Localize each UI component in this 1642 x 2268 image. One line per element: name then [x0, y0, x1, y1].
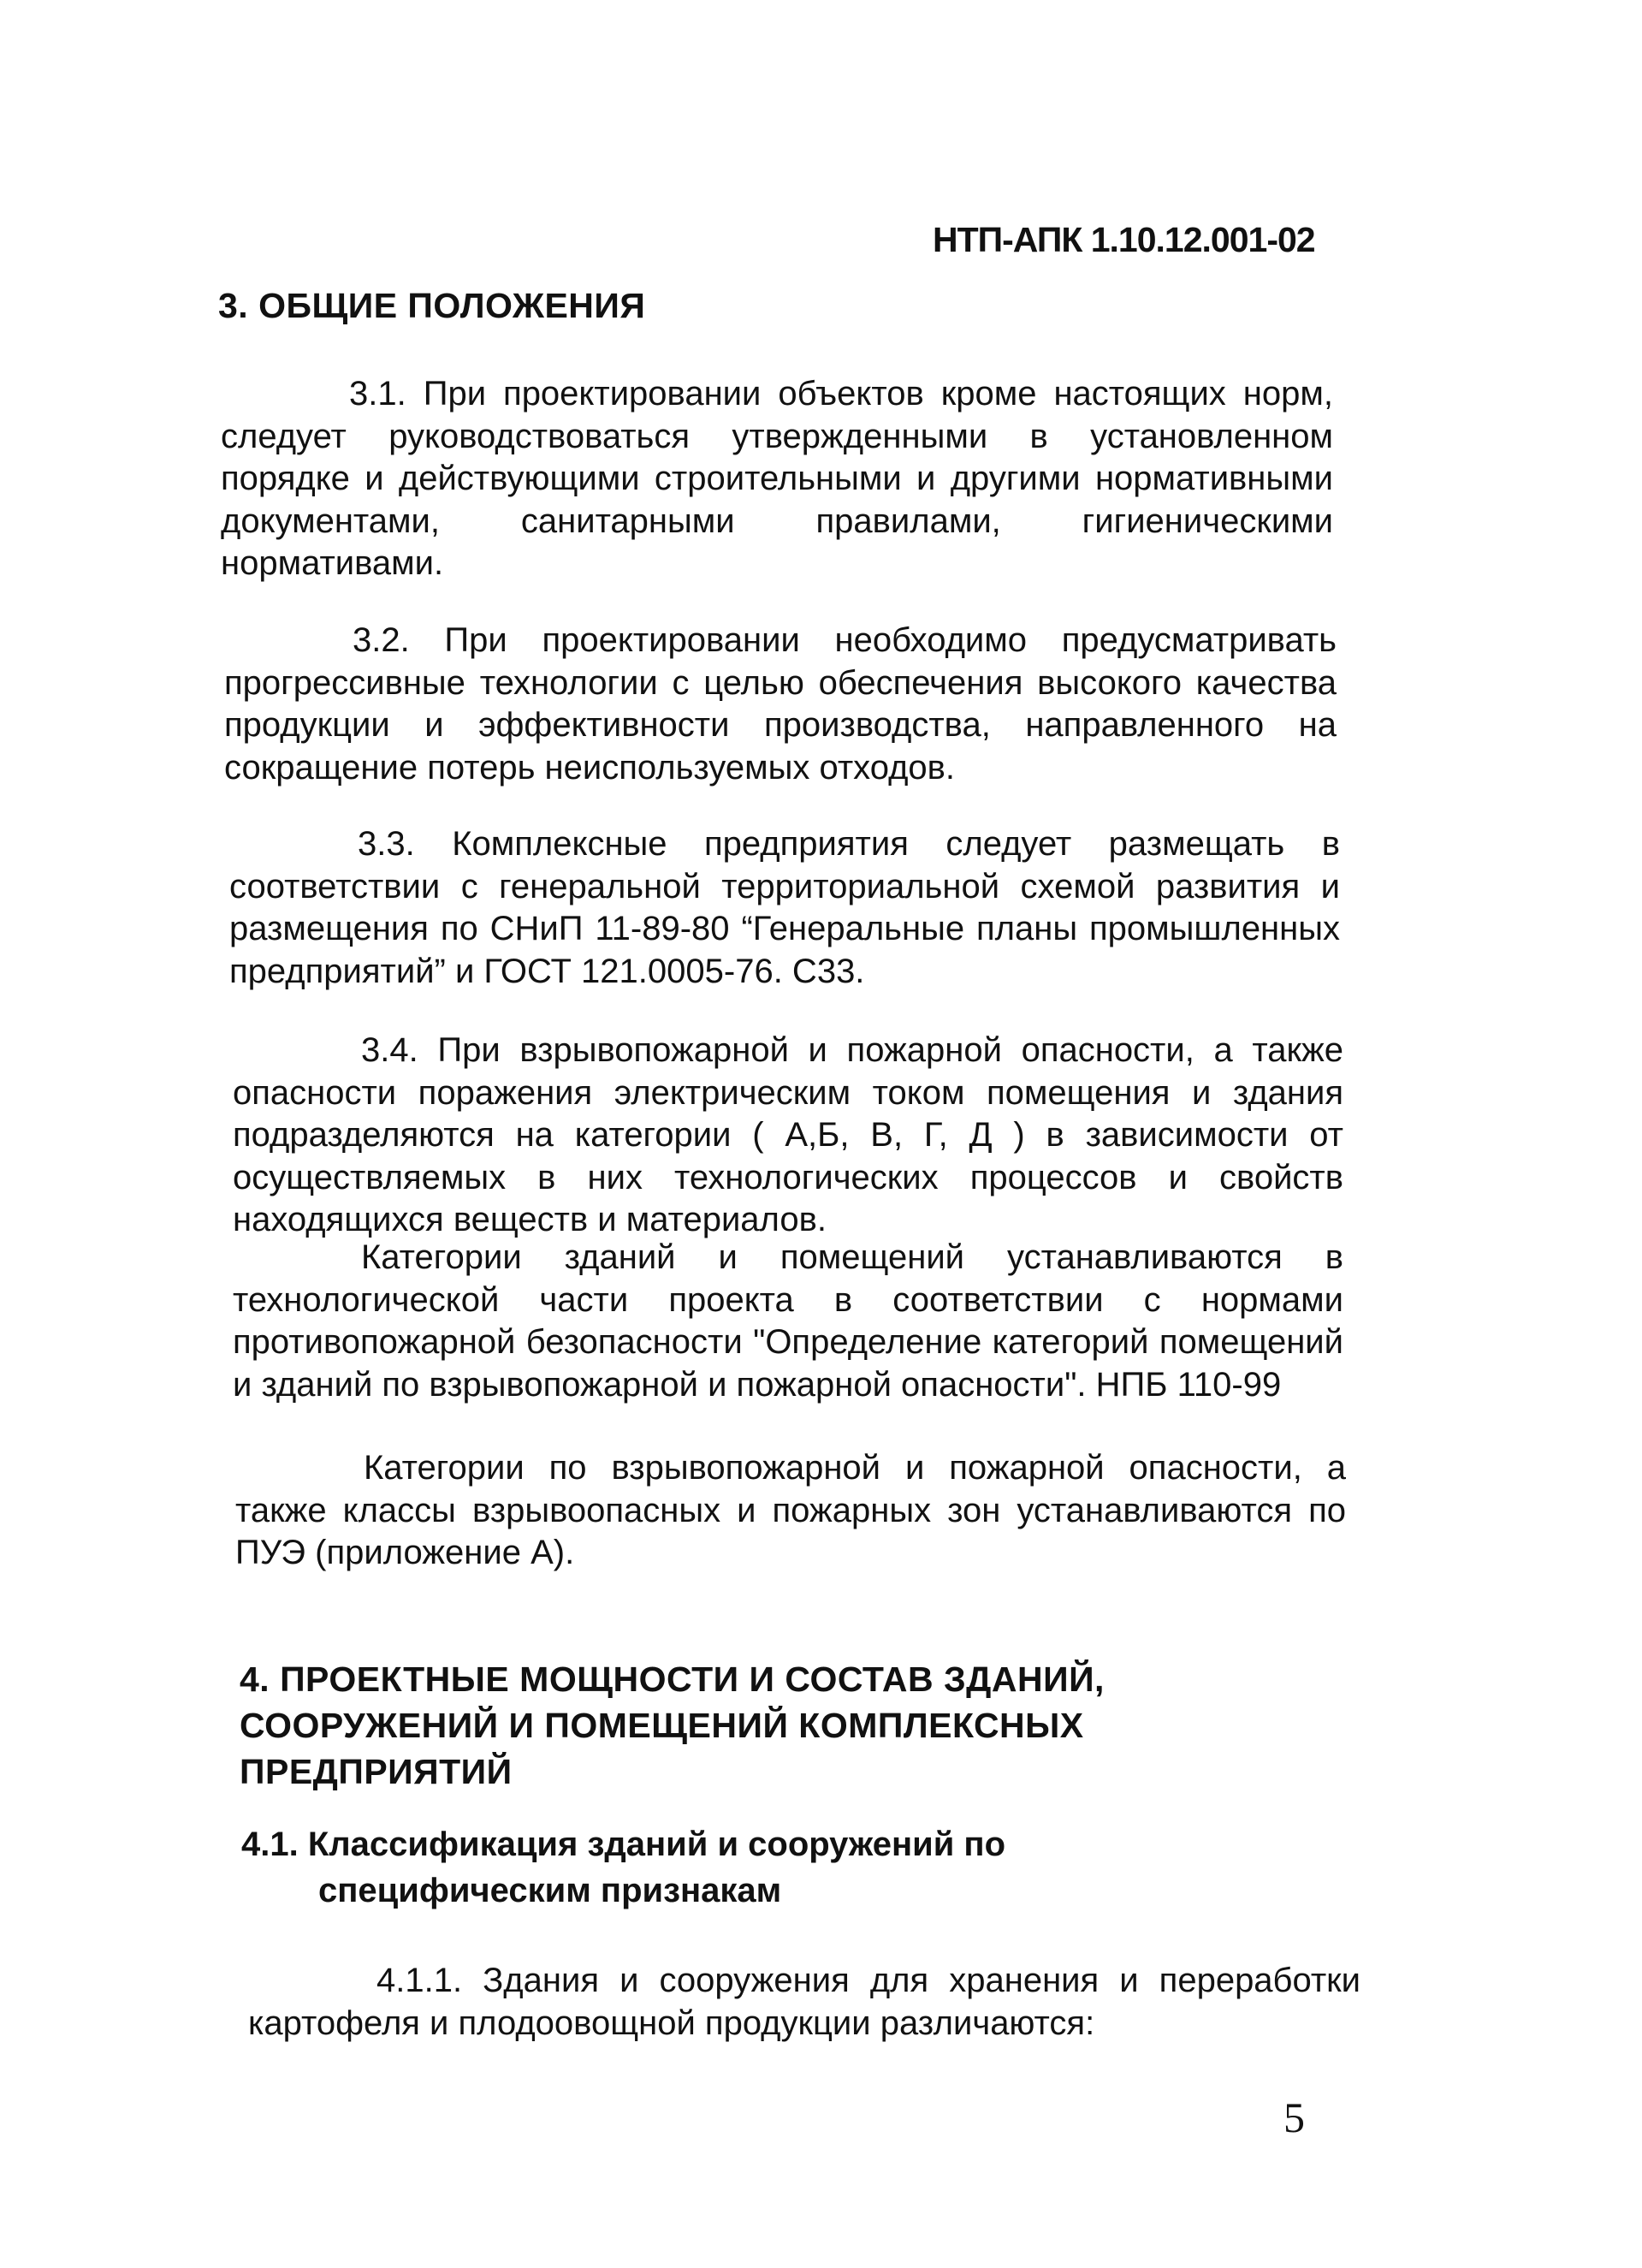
section-4-title-line-3: ПРЕДПРИЯТИЙ — [240, 1752, 513, 1791]
subsection-4-1-title-line-1: 4.1. Классификация зданий и сооружений по — [241, 1826, 1006, 1863]
section-3-title: 3. ОБЩИЕ ПОЛОЖЕНИЯ — [218, 286, 646, 325]
paragraph-3-4-text: 3.4. При взрывопожарной и пожарной опасности, а также опасности поражения электрическим током помещения и здания подразделяются на категории ( А,Б, В, Г, Д ) в зависимости от осуществляемых в них технологических процессов и свойств находящихся веществ и материалов. — [233, 1031, 1343, 1239]
paragraph-3-4-categories-text: Категории зданий и помещений устанавливаются в технологической части проекта в соответствии с нормами противопожарной безопасности "Определение категорий помещений и зданий по взрывопожарной и пожарной опасности". НПБ 110-99 — [233, 1238, 1343, 1404]
paragraph-3-3-text: 3.3. Комплексные предприятия следует размещать в соответствии с генеральной территориальной схемой развития и размещения по СНиП 11-89-80 “Генеральные планы промышленных предприятий” и ГОСТ 121.0005-76. С33. — [229, 825, 1340, 990]
subsection-4-1-title — [241, 1821, 1005, 1914]
paragraph-3-4-categories — [233, 1237, 1343, 1406]
paragraph-3-2 — [224, 620, 1337, 789]
paragraph-4-1-1-text: 4.1.1. Здания и сооружения для хранения и переработки картофеля и плодоовощной продукции различаются: — [248, 1962, 1360, 2042]
paragraph-3-3 — [229, 823, 1340, 993]
section-4-title-line-1: 4. ПРОЕКТНЫЕ МОЩНОСТИ И СОСТАВ ЗДАНИЙ, — [240, 1659, 1105, 1699]
section-4-title-line-2: СООРУЖЕНИЙ И ПОМЕЩЕНИЙ КОМПЛЕКСНЫХ — [240, 1706, 1084, 1745]
document-code: НТП-АПК 1.10.12.001-02 — [933, 220, 1315, 259]
paragraph-3-4-classes — [235, 1447, 1346, 1575]
paragraph-3-1-text: 3.1. При проектировании объектов кроме настоящих норм, следует руководствоваться утвержденными в установленном порядке и действующими строительными и другими нормативными документами, санитарными правилами, гигиеническими нормативами. — [221, 375, 1333, 583]
subsection-4-1-title-line-2: специфическим признакам — [318, 1872, 782, 1909]
paragraph-3-1 — [221, 373, 1333, 585]
paragraph-4-1-1 — [248, 1960, 1360, 2045]
paragraph-3-4-classes-text: Категории по взрывопожарной и пожарной опасности, а также классы взрывоопасных и пожарных зон устанавливаются по ПУЭ (приложение А). — [235, 1449, 1346, 1572]
page-number: 5 — [1283, 2093, 1305, 2141]
paragraph-3-4 — [233, 1030, 1343, 1242]
section-4-title — [240, 1656, 1105, 1795]
paragraph-3-2-text: 3.2. При проектировании необходимо предусматривать прогрессивные технологии с целью обеспечения высокого качества продукции и эффективности производства, направленного на сокращение потерь неиспользуемых отходов. — [224, 621, 1337, 787]
